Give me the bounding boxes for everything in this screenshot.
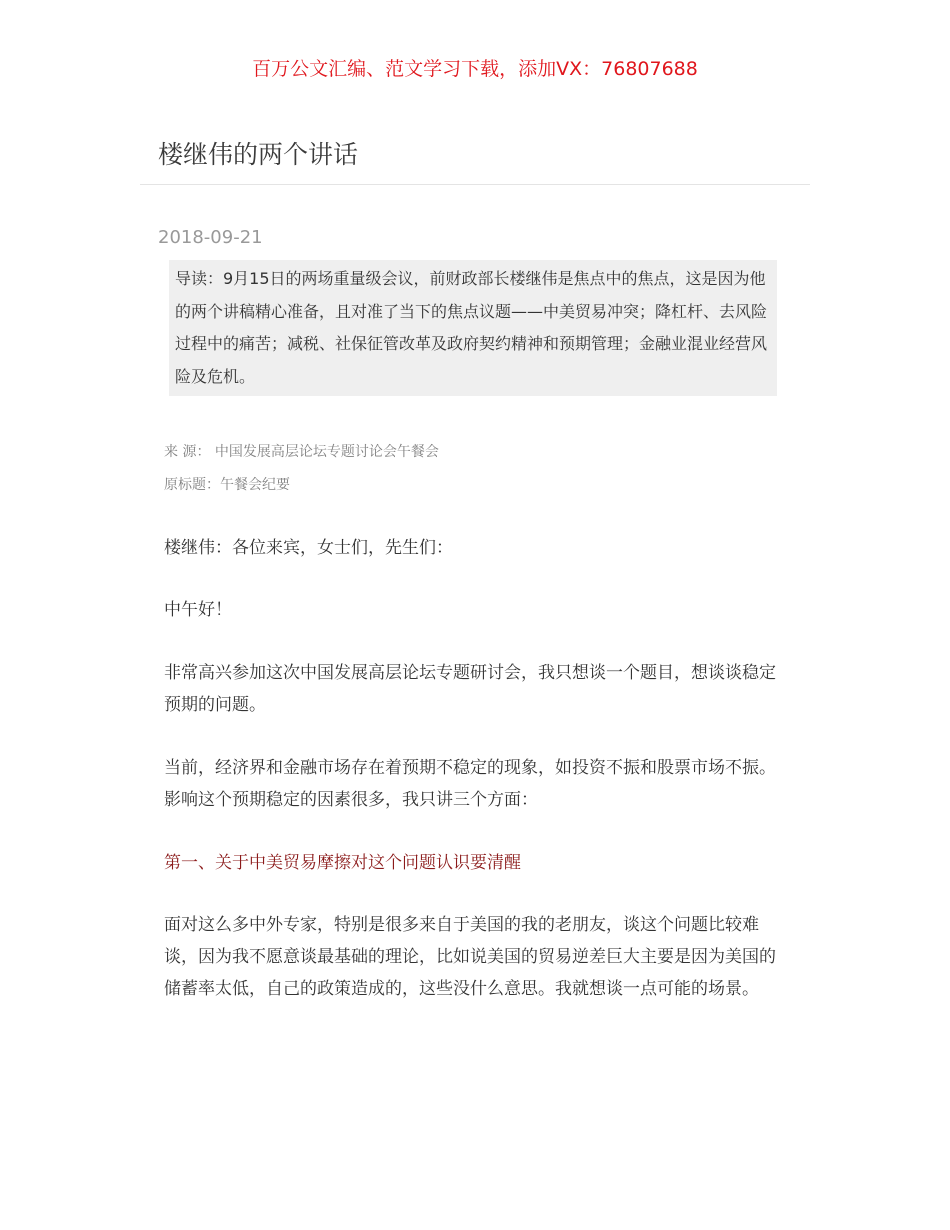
publish-date: 2018-09-21 — [158, 227, 263, 248]
section-heading: 第一、关于中美贸易摩擦对这个问题认识要清醒 — [164, 853, 521, 873]
paragraph-topic: 非常高兴参加这次中国发展高层论坛专题研讨会，我只想谈一个题目，想谈谈稳定预期的问题。 — [164, 663, 776, 715]
source-line: 来 源： 中国发展高层论坛专题讨论会午餐会 — [164, 444, 439, 460]
paragraph-context: 当前，经济界和金融市场存在着预期不稳定的现象，如投资不振和股票市场不振。影响这个预期稳定的因素很多，我只讲三个方面： — [164, 758, 776, 810]
original-title-line: 原标题：午餐会纪要 — [164, 477, 290, 493]
paragraph-greeting: 楼继伟：各位来宾，女士们，先生们： — [164, 538, 453, 558]
article-title: 楼继伟的两个讲话 — [158, 140, 359, 169]
lead-summary: 导读：9月15日的两场重量级会议，前财政部长楼继伟是焦点中的焦点，这是因为他的两个讲稿精心准备，且对准了当下的焦点议题——中美贸易冲突；降杠杆、去风险过程中的痛苦；减税、社保征管改革及政府契约精神和预期管理；金融业混业经营风险及危机。 — [169, 260, 777, 396]
paragraph-section-body: 面对这么多中外专家，特别是很多来自于美国的我的老朋友，谈这个问题比较难谈，因为我不愿意谈最基础的理论，比如说美国的贸易逆差巨大主要是因为美国的储蓄率太低，自己的政策造成的，这些没什么意思。我就想谈一点可能的场景。 — [164, 915, 776, 999]
promo-banner: 百万公文汇编、范文学习下载，添加VX：76807688 — [252, 58, 698, 80]
title-divider — [140, 184, 810, 185]
paragraph-good-noon: 中午好！ — [164, 600, 232, 620]
